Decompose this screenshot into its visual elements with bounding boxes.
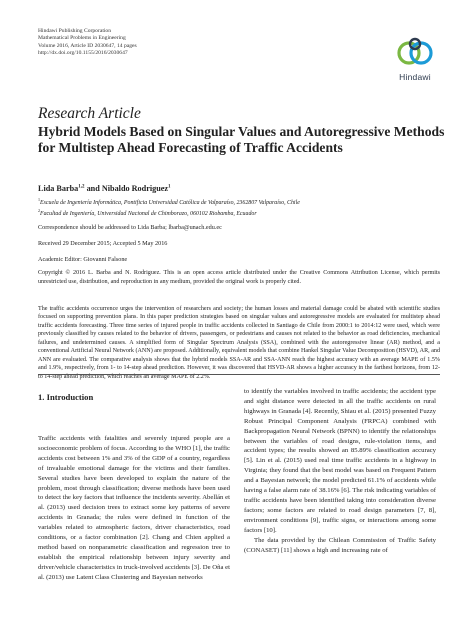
- affiliations: [38, 196, 300, 219]
- doi-line: http://dx.doi.org/10.1155/2016/2030647: [38, 50, 128, 57]
- author-affiliation-mark: 1: [168, 184, 171, 190]
- affiliation-mark: 2: [38, 208, 40, 214]
- body-paragraph: to identify the variables involved in traffic accidents; the accident type and sight distance were detected in all the traffic accidents on rural highways in Granada [4]. Recently, Shiau et al. (2015) presented Fuzzy Robust Principal Component Analysis (FRPCA) combined with Backpropagation Neural Network (BPNN) to identify the relationships between the variables of road designs, rule-violation items, and accident types; the results showed an 85.89% classification accuracy [5]. Lin et al. (2015) used real time traffic accidents in a highway in Virginia; they found that the best model was based on Frequent Pattern and a Bayesian network; the model predicted 61.1% of accidents while having a false alarm rate of 38.16% [6]. The risk indicating variables of traffic accidents have been identified taking into consideration diverse factors; some factors are related to road design parameters [7, 8], environment conditions [9], traffic signs, or interactions among some factors [10].: [244, 388, 436, 534]
- affiliation-text: Escuela de Ingeniería Informática, Pontificia Universidad Católica de Valparaíso, 2362807 Valparaíso, Chile: [40, 199, 300, 206]
- correspondence: Correspondence should be addressed to Lida Barba; lbarba@unach.edu.ec: [38, 224, 222, 231]
- author-affiliation-mark: 1,2: [78, 184, 85, 190]
- body-paragraph: Traffic accidents with fatalities and severely injured people are a socioeconomic problem of focus. According to the WHO [1], the traffic accidents cost between 1% and 3% of the GDP of a country, regardless of invaluable emotional damage for the victims and their families. Several studies have been developed to explain the nature of the problem, most through classification; diverse methods have been used to detect the key factors that influence the incidents severity. Abellán et al. (2013) used decision trees to extract some key patterns of severe accidents in Granada; the rules were defined in function of the variables related to atmospheric factors, driver characteristics, road conditions, or a factor combination [2]. Chang and Chien applied a method based on nonparametric classification and regression tree to establish the empirical relationship between injury severity and driver/vehicle characteristics in truck-involved accidents [3]. De Oña et al. (2013) use Latent Class Clustering and Bayesian networks: [38, 435, 230, 581]
- article-title: Hybrid Models Based on Singular Values and Autoregressive Methods for Multistep Ahead Forecasting of Traffic Accidents: [38, 124, 445, 155]
- copyright-notice: Copyright © 2016 L. Barba and N. Rodriguez. This is an open access article distributed under the Creative Commons Attribution License, which permits unrestricted use, distribution, and reproduction in any medium, provided the original work is properly cited.: [38, 270, 440, 285]
- affiliation-mark: 1: [38, 197, 40, 202]
- body-column-right: [244, 387, 436, 555]
- divider: [38, 374, 440, 375]
- publication-info: [38, 28, 137, 58]
- body-column-left: [38, 434, 230, 583]
- section-heading: 1. Introduction: [38, 392, 94, 402]
- hindawi-logo: [393, 36, 437, 82]
- body-paragraph: The data provided by the Chilean Commission of Traffic Safety (CONASET) [11] shows a high and increasing rate of: [244, 536, 436, 554]
- article-type: Research Article: [38, 105, 141, 122]
- hindawi-logo-icon: [396, 36, 434, 70]
- academic-editor: Academic Editor: Giovanni Falsone: [38, 256, 128, 263]
- author-name: Lida Barba: [38, 184, 79, 193]
- volume-line: Volume 2016, Article ID 2030647, 14 pages: [38, 42, 137, 49]
- publisher-line: Hindawi Publishing Corporation: [38, 28, 112, 34]
- received-accepted-dates: Received 29 December 2015; Accepted 5 May 2016: [38, 240, 168, 247]
- affiliation-text: Facultad de Ingeniería, Universidad Nacional de Chimborazo, 060102 Riobamba, Ecuador: [40, 211, 257, 218]
- author-name: Nibaldo Rodriguez: [101, 184, 169, 193]
- journal-line: Mathematical Problems in Engineering: [38, 35, 126, 42]
- affiliation: [38, 196, 300, 207]
- author-list: [38, 184, 171, 193]
- affiliation: [38, 207, 300, 218]
- abstract: The traffic accidents occurrence urges the intervention of researchers and society; the human losses and material damage could be abated with scientific studies focused on supporting prevention plans. In this paper prediction strategies based on singular values and autoregressive models are evaluated for multistep ahead traffic accidents forecasting. Three time series of injured people in traffic accidents collected in Santiago de Chile from 2000:1 to 2014:12 were used, which were previously classified by causes related to the behavior of drivers, passengers, or pedestrians and causes not related to the behavior as road deficiencies, mechanical failures, and undetermined causes. A simplified form of Singular Spectrum Analysis (SSA), combined with the autoregressive linear (AR) method, and a conventional Artificial Neural Network (ANN) are proposed. Additionally, equivalent models that combine Hankel Singular Value Decomposition (HSVD), AR, and ANN are evaluated. The comparative analysis shows that the hybrid models SSA-AR and SSA-ANN reach the highest accuracy with an average MAPE of 1.5% and 1.9%, respectively, from 1- to 14-step ahead prediction. However, it was discovered that HSVD-AR shows a higher accuracy in the farthest horizons, from 12- to 14-step ahead prediction, which reaches an average MAPE of 2.2%.: [38, 306, 440, 380]
- author-conjunction: and: [84, 184, 102, 193]
- logo-wordmark: Hindawi: [399, 72, 431, 82]
